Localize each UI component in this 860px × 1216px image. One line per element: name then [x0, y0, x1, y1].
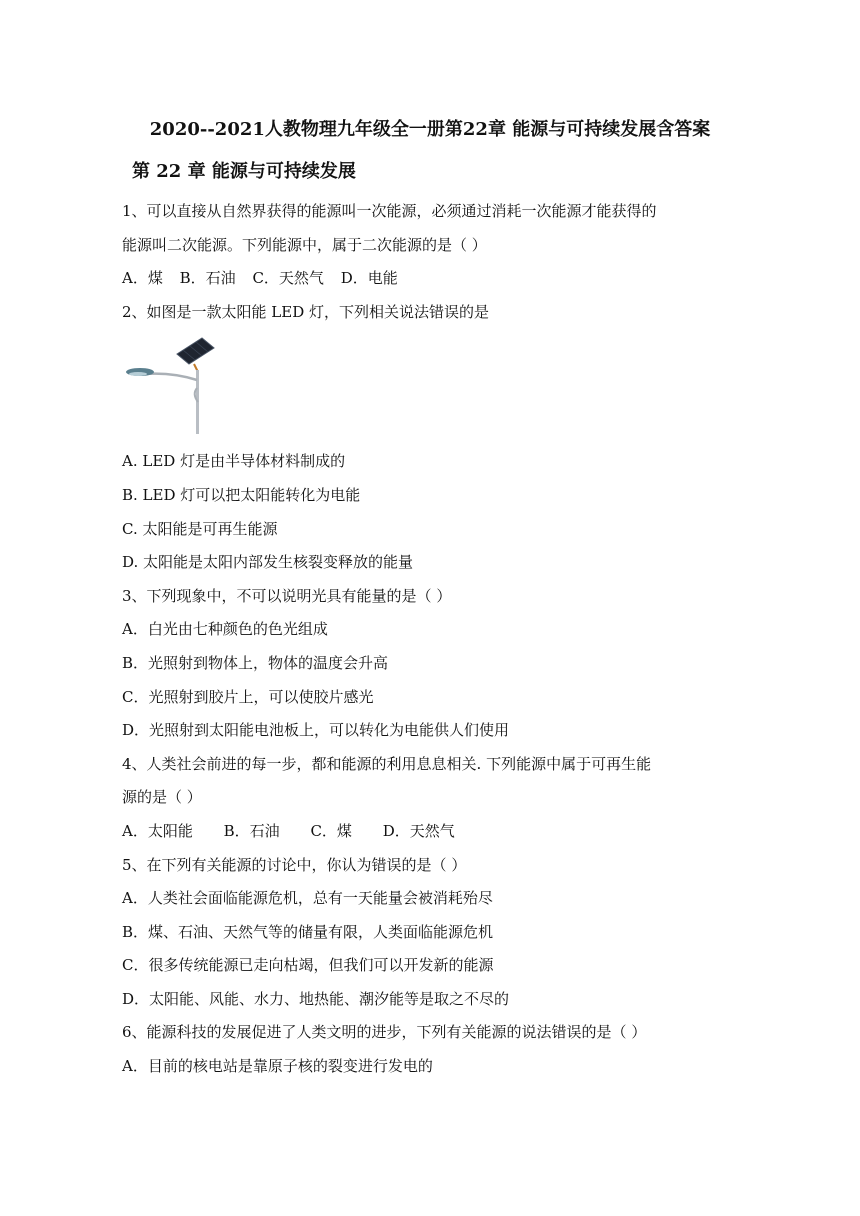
question-list [122, 198, 742, 1087]
q3-option-d: D．光照射到太阳能电池板上，可以转化为电能供人们使用 [122, 721, 510, 740]
q1-stem-line2: 能源叫二次能源。下列能源中，属于二次能源的是（ ） [122, 235, 487, 254]
q4-option-c: C．煤 [310, 821, 352, 840]
q4-option-b: B．石油 [223, 821, 280, 840]
q1-option-b: B．石油 [179, 269, 236, 288]
q3-option-c: C．光照射到胶片上，可以使胶片感光 [122, 687, 374, 706]
q4-stem-line2: 源的是（ ） [122, 788, 202, 807]
document-title: 2020--2021人教物理九年级全一册第22章 能源与可持续发展含答案 [149, 119, 711, 140]
q2-option-c: C. 太阳能是可再生能源 [122, 519, 278, 538]
q2-option-d: D. 太阳能是太阳内部发生核裂变释放的能量 [122, 553, 414, 572]
solar-led-lamp-image [122, 336, 222, 436]
q2-option-a: A. LED 灯是由半导体材料制成的 [122, 452, 346, 471]
q5-option-d: D．太阳能、风能、水力、地热能、潮汐能等是取之不尽的 [122, 989, 510, 1008]
q4-option-d: D．天然气 [382, 821, 455, 840]
q1-option-a: A．煤 [122, 269, 163, 288]
q6-option-a: A．目前的核电站是靠原子核的裂变进行发电的 [122, 1057, 433, 1076]
q1-option-d: D．电能 [340, 269, 398, 288]
q3-option-a: A．白光由七种颜色的色光组成 [122, 620, 328, 639]
q2-stem: 2、如图是一款太阳能 LED 灯，下列相关说法错误的是 [122, 302, 490, 321]
q3-stem: 3、下列现象中，不可以说明光具有能量的是（ ） [122, 586, 452, 605]
q1-option-c: C．天然气 [252, 269, 324, 288]
q3-option-b: B．光照射到物体上，物体的温度会升高 [122, 653, 389, 672]
q1-stem-line1: 1、可以直接从自然界获得的能源叫一次能源，必须通过消耗一次能源才能获得的 [122, 202, 657, 220]
q4-stem-line1: 4、人类社会前进的每一步，都和能源的利用息息相关. 下列能源中属于可再生能 [122, 754, 652, 773]
q4-options [122, 818, 742, 852]
q4-option-a: A．太阳能 [122, 821, 193, 840]
q5-option-c: C．很多传统能源已走向枯竭，但我们可以开发新的能源 [122, 956, 494, 975]
chapter-heading: 第 22 章 能源与可持续发展 [132, 161, 356, 182]
q5-stem: 5、在下列有关能源的讨论中，你认为错误的是（ ） [122, 855, 467, 874]
q2-option-b: B. LED 灯可以把太阳能转化为电能 [122, 485, 361, 504]
q5-option-b: B．煤、石油、天然气等的储量有限，人类面临能源危机 [122, 922, 494, 941]
q6-stem: 6、能源科技的发展促进了人类文明的进步，下列有关能源的说法错误的是（ ） [122, 1023, 647, 1042]
q1-options [122, 265, 742, 299]
q5-option-a: A．人类社会面临能源危机，总有一天能量会被消耗殆尽 [122, 889, 493, 908]
